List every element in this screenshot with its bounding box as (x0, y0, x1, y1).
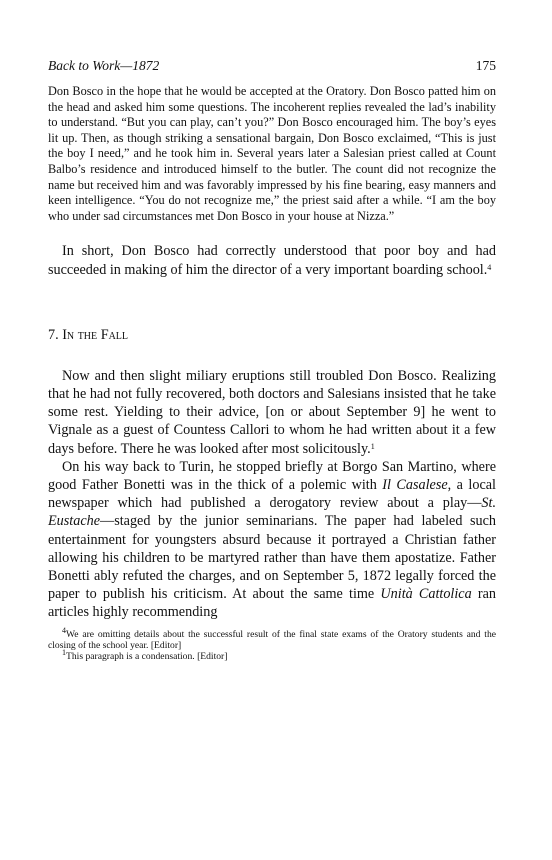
footnote (48, 648, 496, 662)
paragraph-text: On his way back to Turin, he stopped briefly at Borgo San Martino, where good Father Bonetti was in the thick of a polemic with (48, 458, 496, 493)
footnote (48, 626, 496, 651)
footnote-text: We are omitting details about the successful result of the final state exams of the Oratory students and the closing of the school year. [Editor] (48, 628, 496, 651)
paragraph-text: Don Bosco in the hope that he would be accepted at the Oratory. Don Bosco patted him on the head and asked him some questions. The incoherent replies revealed the lad’s inability to understand. “But you can play, can’t you?” Don Bosco encouraged him. The boy’s eyes lit up. Then, as though striking a sensational bargain, Don Bosco exclaimed, “This is just the boy I need,” and he took him in. Several years later a Salesian priest called at Count Balbo’s residence and introduced himself to the butler. The count did not recognize the name but received him and was favorably impressed by his fine bearing, easy manners and keen intelligence. “You do not recognize me,” the priest said after a while. “I am the boy who under sad circumstances met Don Bosco in your house at Nizza.” (48, 84, 496, 223)
running-title: Back to Work—1872 (48, 58, 160, 73)
paragraph-text: In short, Don Bosco had correctly understood that poor boy and had succeeded in making of him the director of a very important boarding school. (48, 243, 496, 278)
section-title-initial: I (62, 326, 67, 343)
paragraph-text: Now and then slight miliary eruptions still troubled Don Bosco. Realizing that he had not fully recovered, both doctors and Salesians insisted that he take some rest. Yielding to their advice, [on or about September 9] he went to Vignale as a guest of Countess Callori to whom he had written about it a few days before. There he was looked after most solicitously. (48, 367, 496, 457)
paragraph-turin (48, 458, 496, 622)
footnote-mark: 1 (62, 648, 66, 658)
paragraph-fall (48, 367, 496, 458)
footnote-mark: 4 (62, 626, 66, 636)
paragraph-continued (48, 84, 496, 224)
footnotes (48, 626, 496, 662)
book-page (48, 58, 496, 662)
footnote-text: This paragraph is a condensation. [Editor] (66, 650, 228, 662)
section-title-smallcaps: all (108, 326, 129, 343)
footnote-reference: 1 (370, 442, 375, 452)
section-number: 7. (48, 326, 63, 343)
paragraph-text: ran articles highly recommending (48, 586, 496, 621)
section-title-initial: F (100, 326, 109, 343)
footnote-reference: 4 (487, 263, 492, 273)
play-title: St. Eustache (48, 495, 496, 530)
running-header (48, 58, 496, 78)
newspaper-title: Il Casalese (382, 476, 448, 493)
paragraph-text: , a local newspaper which had published a derogatory review about a play— (48, 476, 496, 512)
page-number: 175 (475, 58, 496, 73)
newspaper-title: Unità Cattolica (380, 586, 472, 603)
section-title-smallcaps: n the (66, 326, 101, 343)
paragraph-conclusion (48, 242, 496, 278)
section-heading (48, 326, 496, 344)
paragraph-text: —staged by the junior seminarians. The paper had labeled such entertainment for youngsters absurd because it portrayed a Christian father allowing his children to be martyred rather than have them apostatize. Father Bonetti ably refuted the charges, and on September 5, 1872 legally forced the paper to publish his criticism. At about the same time (48, 513, 496, 603)
